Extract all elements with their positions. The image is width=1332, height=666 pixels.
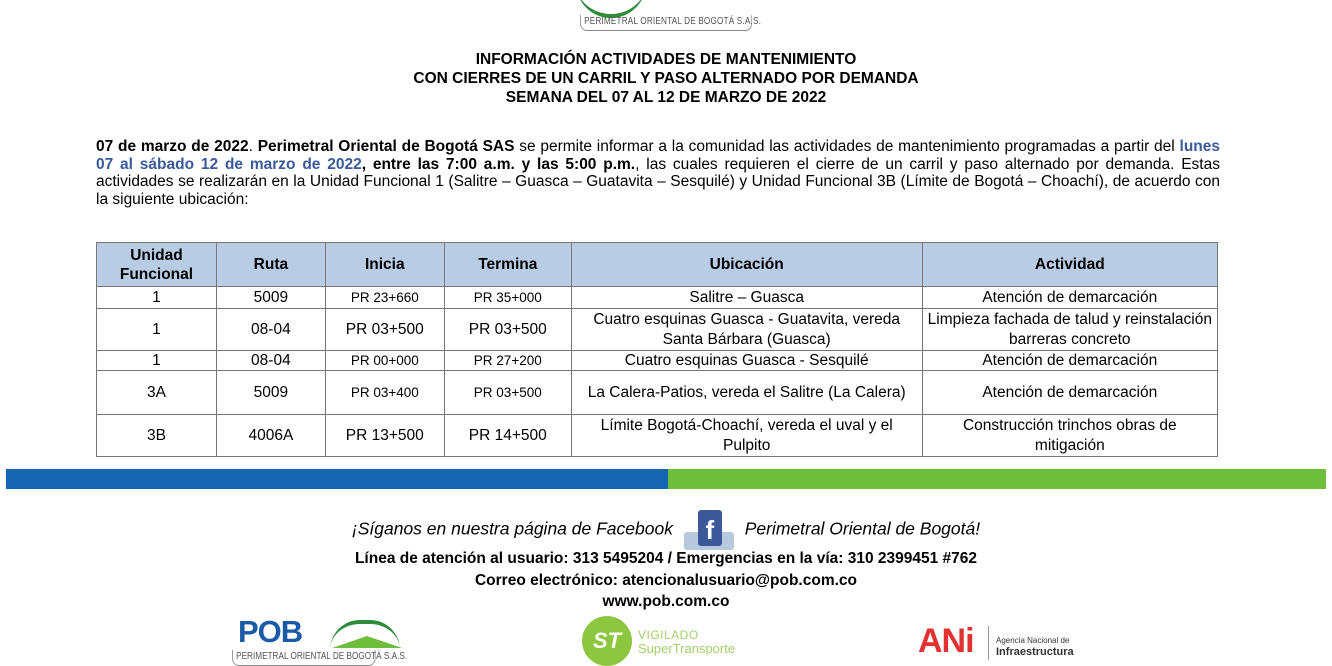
cell-ubicacion: Cuatro esquinas Guasca - Guatavita, vereda Santa Bárbara (Guasca) <box>571 309 922 351</box>
cell-unidad: 3A <box>97 371 217 415</box>
cell-actividad: Construcción trinchos obras de mitigación <box>922 415 1217 457</box>
intro-paragraph: 07 de marzo de 2022. Perimetral Oriental de Bogotá SAS se permite informar a la comunidad las actividades de mantenimiento programadas a partir del lunes 07 al sábado 12 de marzo de 2022, entre las 7:00 a.m. y las 5:00 p.m., las cuales requieren el cierre de un carril y paso alternado por demanda. Estas actividades se realizarán en la Unidad Funcional 1 (Salitre – Guasca – Guatavita – Sesquilé) y Unidad Funcional 3B (Límite de Bogotá – Choachí), de acuerdo con la siguiente ubicación: <box>96 138 1220 208</box>
cell-actividad: Limpieza fachada de talud y reinstalación barreras concreto <box>922 309 1217 351</box>
ani-mark: ANi <box>918 622 974 660</box>
cell-ruta: 4006A <box>216 415 325 457</box>
cell-termina: PR 14+500 <box>444 415 571 457</box>
supertransporte-line-1: VIGILADO <box>638 628 699 642</box>
heading-line-3: SEMANA DEL 07 AL 12 DE MARZO DE 2022 <box>505 89 827 106</box>
cell-inicia: PR 00+000 <box>325 351 444 371</box>
cell-actividad: Atención de demarcación <box>922 351 1217 371</box>
cell-ruta: 08-04 <box>216 309 325 351</box>
cell-inicia: PR 03+500 <box>325 309 444 351</box>
table-row <box>97 351 1218 371</box>
header-inicia: Inicia <box>325 243 444 287</box>
cell-inicia: PR 23+660 <box>325 287 444 309</box>
cell-unidad: 1 <box>97 287 217 309</box>
header-ruta: Ruta <box>216 243 325 287</box>
cell-ruta: 08-04 <box>216 351 325 371</box>
header-ubicacion: Ubicación <box>571 243 922 287</box>
supertransporte-line-2: SuperTransporte <box>638 641 736 656</box>
header-unidad: Unidad Funcional <box>97 243 217 287</box>
top-logo-caption: PERIMETRAL ORIENTAL DE BOGOTÁ S.A.S. <box>580 15 752 31</box>
top-pob-logo <box>560 0 790 34</box>
facebook-line <box>0 510 1332 550</box>
cell-unidad: 1 <box>97 351 217 371</box>
intro-date: 07 de marzo de 2022 <box>96 138 249 155</box>
cell-ruta: 5009 <box>216 371 325 415</box>
cell-ubicacion: Límite Bogotá-Choachí, vereda el uval y el Pulpito <box>571 415 922 457</box>
facebook-icon[interactable] <box>684 510 734 550</box>
ani-line-1: Agencia Nacional de <box>996 636 1070 645</box>
header-actividad: Actividad <box>922 243 1217 287</box>
ani-divider <box>988 626 989 660</box>
table-row <box>97 371 1218 415</box>
heading-line-1: INFORMACIÓN ACTIVIDADES DE MANTENIMIENTO <box>475 51 857 68</box>
intro-text-1: se permite informar a la comunidad las actividades de mantenimiento programadas a partir del <box>514 138 1180 155</box>
cell-unidad: 1 <box>97 309 217 351</box>
header-termina: Termina <box>444 243 571 287</box>
cell-unidad: 3B <box>97 415 217 457</box>
cell-ubicacion: Cuatro esquinas Guasca - Sesquilé <box>571 351 922 371</box>
cell-ubicacion: La Calera-Patios, vereda el Salitre (La Calera) <box>571 371 922 415</box>
facebook-icon-letter: f <box>698 510 722 546</box>
footer-band-green <box>668 469 1326 489</box>
supertransporte-logo <box>582 614 752 666</box>
document-heading <box>0 50 1332 107</box>
phone-line: Línea de atención al usuario: 313 5495204 / Emergencias en la vía: 310 2399451 #762 <box>354 550 978 567</box>
cell-termina: PR 03+500 <box>444 371 571 415</box>
intro-period: lunes 07 al sábado 12 de marzo de 2022 <box>96 138 1220 173</box>
pob-logo <box>232 614 407 666</box>
heading-line-2: CON CIERRES DE UN CARRIL Y PASO ALTERNADO POR DEMANDA <box>413 70 919 87</box>
table-row <box>97 415 1218 457</box>
cell-termina: PR 03+500 <box>444 309 571 351</box>
cell-inicia: PR 13+500 <box>325 415 444 457</box>
cell-ubicacion: Salitre – Guasca <box>571 287 922 309</box>
ani-logo <box>918 616 1088 666</box>
facebook-text-2: Perimetral Oriental de Bogotá! <box>744 518 981 539</box>
cell-ruta: 5009 <box>216 287 325 309</box>
intro-text-2: , entre las 7:00 a.m. y las 5:00 p.m. <box>361 155 636 173</box>
supertransporte-mark: ST <box>582 616 632 666</box>
email-line[interactable]: Correo electrónico: atencionalusuario@pob.com.co <box>474 571 857 589</box>
facebook-text-1: ¡Síganos en nuestra página de Facebook <box>351 518 673 539</box>
website-line[interactable]: www.pob.com.co <box>602 593 730 610</box>
cell-actividad: Atención de demarcación <box>922 287 1217 309</box>
table-row <box>97 309 1218 351</box>
contact-info <box>0 548 1332 613</box>
footer-band-blue <box>6 469 668 489</box>
intro-company: Perimetral Oriental de Bogotá SAS <box>257 138 515 155</box>
table-header-row <box>97 243 1218 287</box>
cell-actividad: Atención de demarcación <box>922 371 1217 415</box>
ani-line-2: Infraestructura <box>996 646 1074 658</box>
table-row <box>97 287 1218 309</box>
pob-logo-caption: PERIMETRAL ORIENTAL DE BOGOTÁ S.A.S. <box>232 650 376 666</box>
cell-termina: PR 35+000 <box>444 287 571 309</box>
intro-text-3: , las cuales requieren el cierre de un carril y paso alternado por demanda. Estas actividades se realizarán en la Unidad Funcional 1 (Salitre – Guasca – Guatavita – Sesquilé) y Unidad Funcional 3B (Límite de Bogotá – Choachí), de acuerdo con la siguiente ubicación: <box>96 155 1220 208</box>
cell-inicia: PR 03+400 <box>325 371 444 415</box>
cell-termina: PR 27+200 <box>444 351 571 371</box>
pob-logo-word: POB <box>238 614 303 649</box>
activities-table <box>96 242 1218 457</box>
